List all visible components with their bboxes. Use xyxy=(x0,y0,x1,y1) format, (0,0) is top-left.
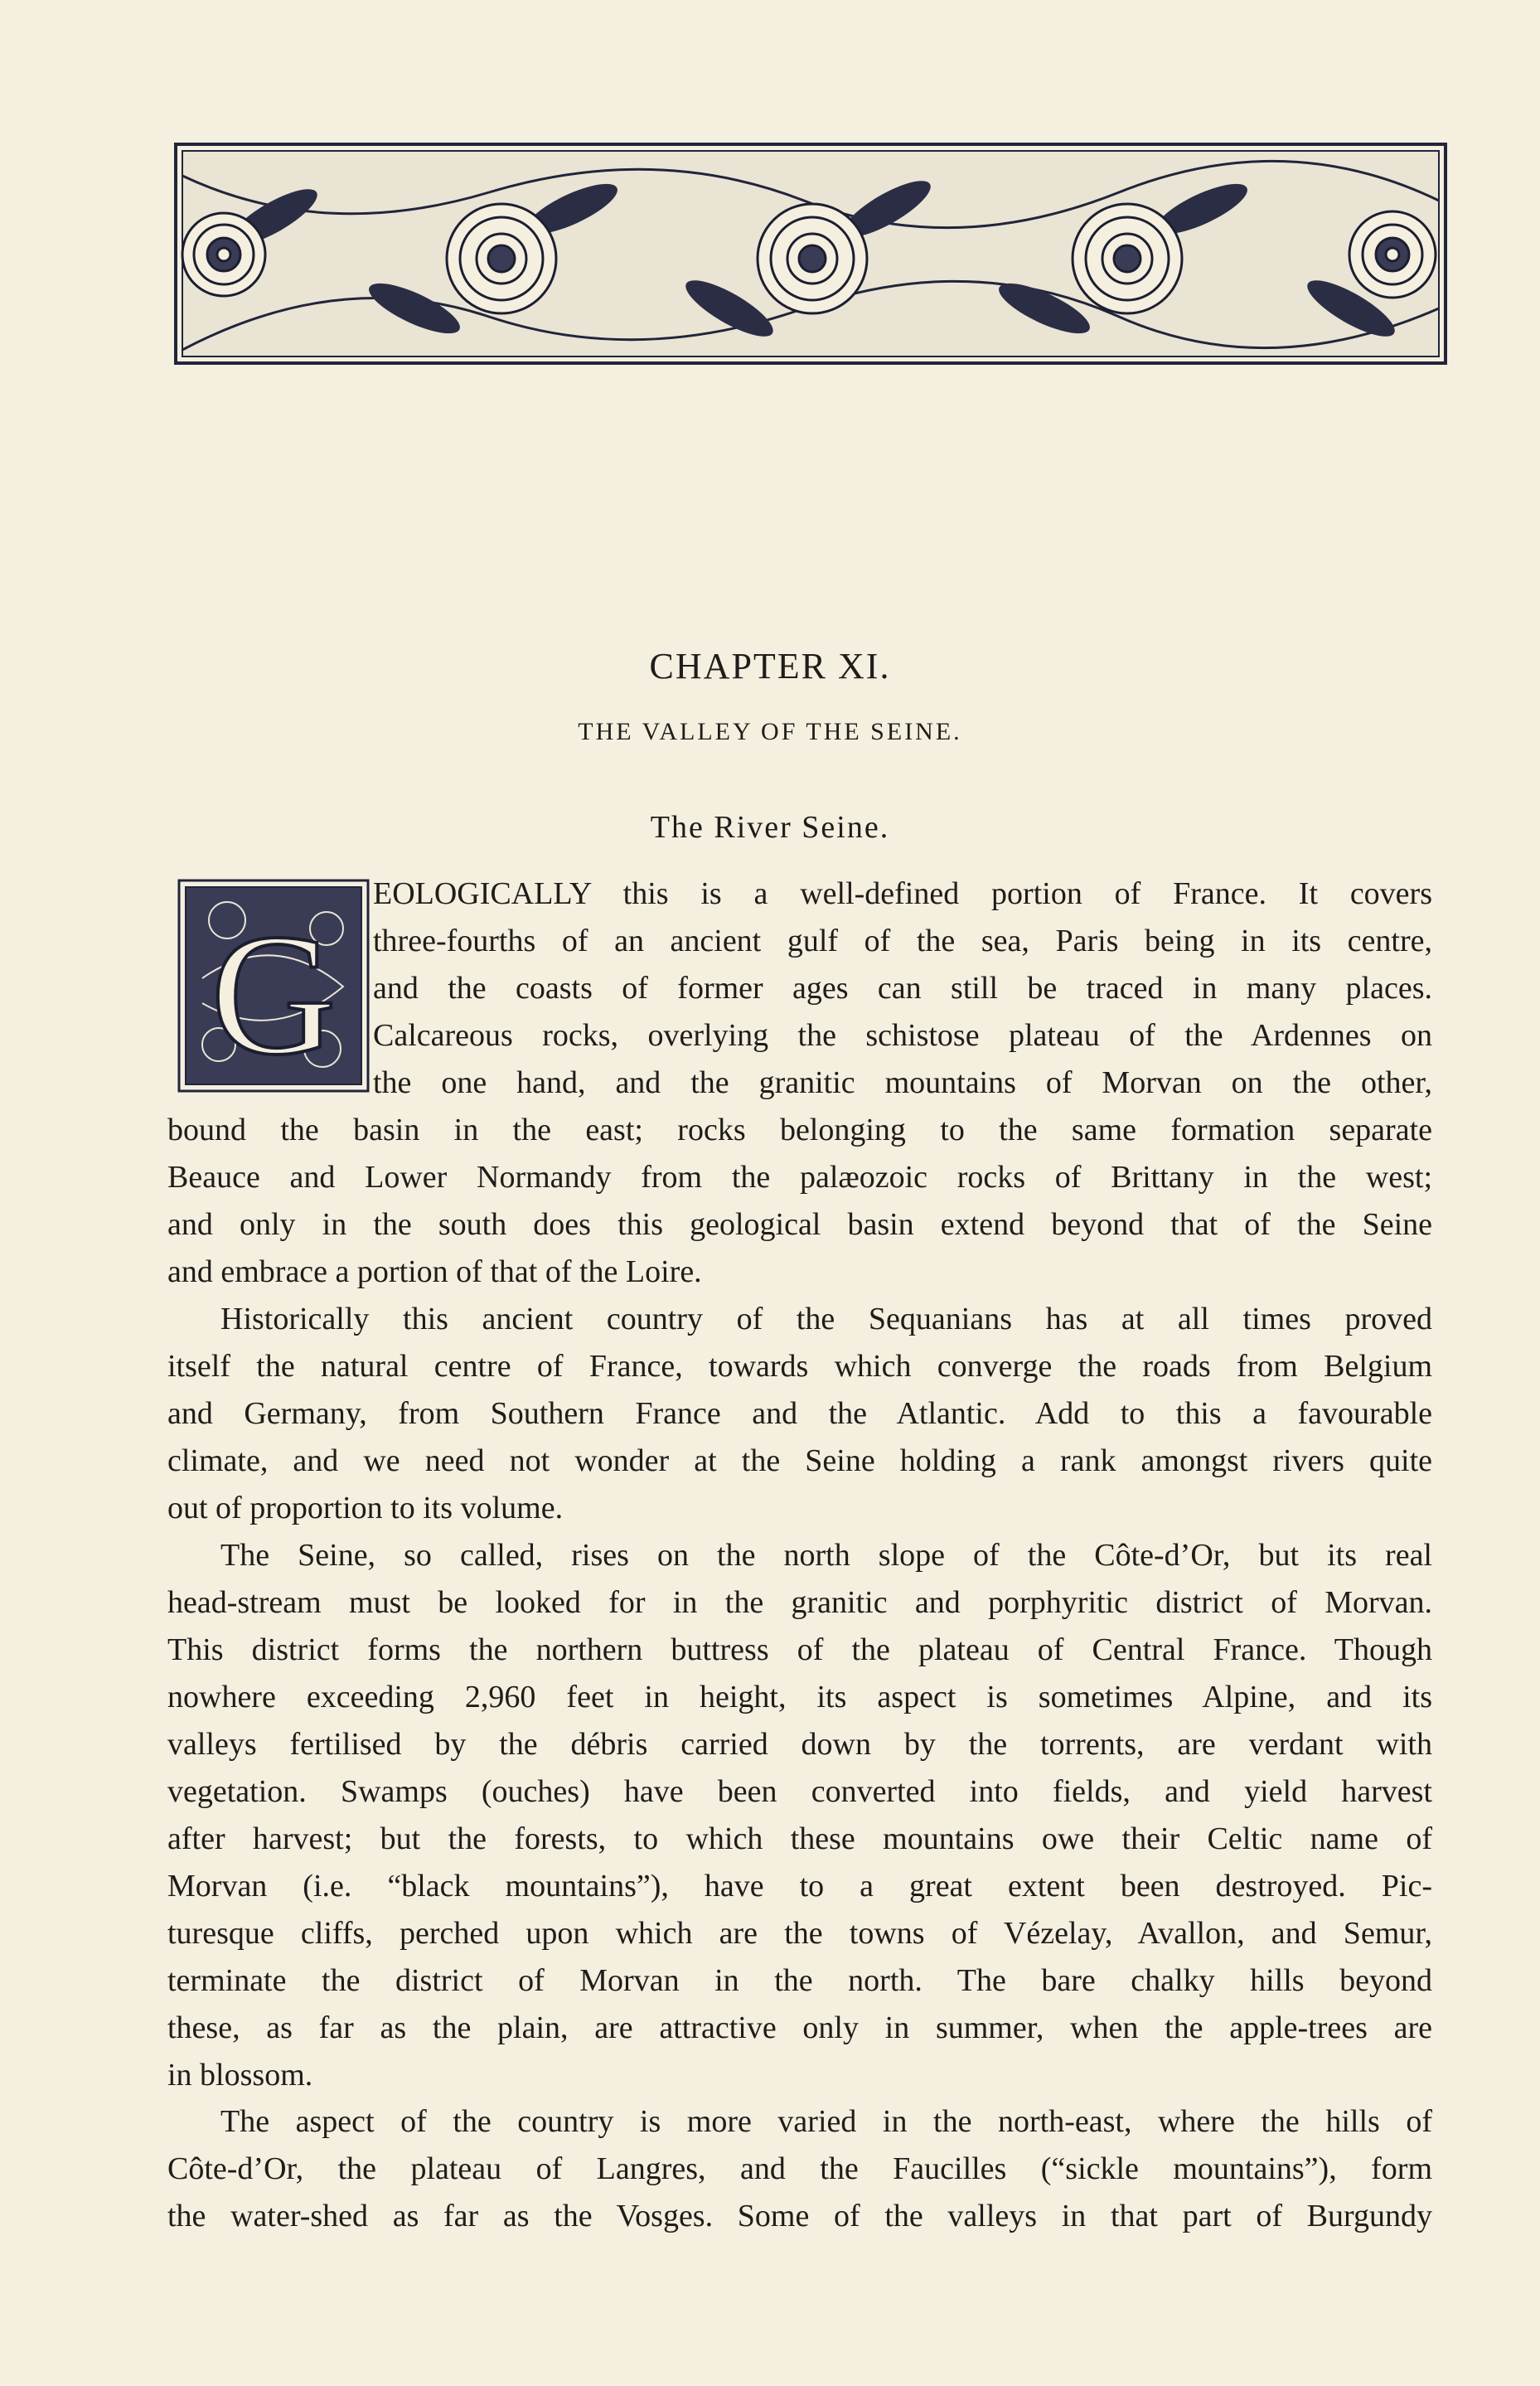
text-line: out of proportion to its volume. xyxy=(167,1491,564,1525)
section-title-text: The River Seine. xyxy=(650,810,890,845)
chapter-title: CHAPTER XI. xyxy=(649,646,891,686)
text-line: three-fourths of an ancient gulf of the sea, Paris being in its centre, xyxy=(373,924,1432,958)
section-title xyxy=(0,809,1540,846)
text-line: itself the natural centre of France, towards which converge the roads from Belgium xyxy=(167,1349,1432,1384)
text-line: Historically this ancient country of the Sequanians has at all times proved xyxy=(220,1302,1432,1336)
text-line: valleys fertilised by the débris carried down by the torrents, are verdant with xyxy=(167,1727,1432,1762)
text-line: nowhere exceeding 2,960 feet in height, its aspect is sometimes Alpine, and its xyxy=(167,1680,1432,1714)
text-line: The aspect of the country is more varied in the north-east, where the hills of xyxy=(220,2104,1432,2139)
text-line: the one hand, and the granitic mountains of Morvan on the other, xyxy=(373,1065,1432,1100)
text-line: The Seine, so called, rises on the north slope of the Côte-d’Or, but its real xyxy=(220,1538,1432,1573)
drop-cap-letter: G xyxy=(211,899,337,1091)
text-line: in blossom. xyxy=(167,2058,313,2093)
text-line: these, as far as the plain, are attractive only in summer, when the apple-trees are xyxy=(167,2010,1432,2045)
text-line: and only in the south does this geological basin extend beyond that of the Seine xyxy=(167,1207,1432,1242)
text-line: This district forms the northern buttress of the plateau of Central France. Though xyxy=(167,1632,1432,1667)
text-line: Calcareous rocks, overlying the schistose plateau of the Ardennes on xyxy=(373,1018,1432,1053)
chapter-subtitle: THE VALLEY OF THE SEINE. xyxy=(578,718,962,745)
text-line: the water-shed as far as the Vosges. Some of the valleys in that part of Burgundy xyxy=(167,2199,1432,2233)
text-line: and the coasts of former ages can still be traced in many places. xyxy=(373,971,1432,1006)
text-line: climate, and we need not wonder at the Seine holding a rank amongst rivers quite xyxy=(167,1443,1432,1478)
floral-headpiece-ornament xyxy=(174,143,1447,365)
paragraph-4 xyxy=(167,2098,1432,2240)
paragraph-3 xyxy=(167,1532,1432,2099)
text-line: and Germany, from Southern France and the Atlantic. Add to this a favourable xyxy=(167,1396,1432,1431)
text-line: head-stream must be looked for in the granitic and porphyritic district of Morvan. xyxy=(167,1585,1432,1620)
text-line: terminate the district of Morvan in the north. The bare chalky hills beyond xyxy=(167,1963,1432,1998)
text-line: bound the basin in the east; rocks belonging to the same formation separate xyxy=(167,1113,1432,1147)
text-line: and embrace a portion of that of the Loire. xyxy=(167,1254,702,1289)
text-line: EOLOGICALLY this is a well-defined portion of France. It covers xyxy=(373,876,1432,911)
paragraph-2 xyxy=(167,1296,1432,1532)
text-line: turesque cliffs, perched upon which are the towns of Vézelay, Avallon, and Semur, xyxy=(167,1916,1432,1951)
text-line: after harvest; but the forests, to which these mountains owe their Celtic name of xyxy=(167,1821,1432,1856)
text-line: Beauce and Lower Normandy from the palæozoic rocks of Brittany in the west; xyxy=(167,1160,1432,1195)
text-line: Morvan (i.e. “black mountains”), have to a great extent been destroyed. Pic- xyxy=(167,1869,1432,1903)
text-line: vegetation. Swamps (ouches) have been converted into fields, and yield harvest xyxy=(167,1774,1432,1809)
text-line: Côte-d’Or, the plateau of Langres, and the Faucilles (“sickle mountains”), form xyxy=(167,2151,1432,2186)
paragraph-1 xyxy=(167,871,1432,1296)
